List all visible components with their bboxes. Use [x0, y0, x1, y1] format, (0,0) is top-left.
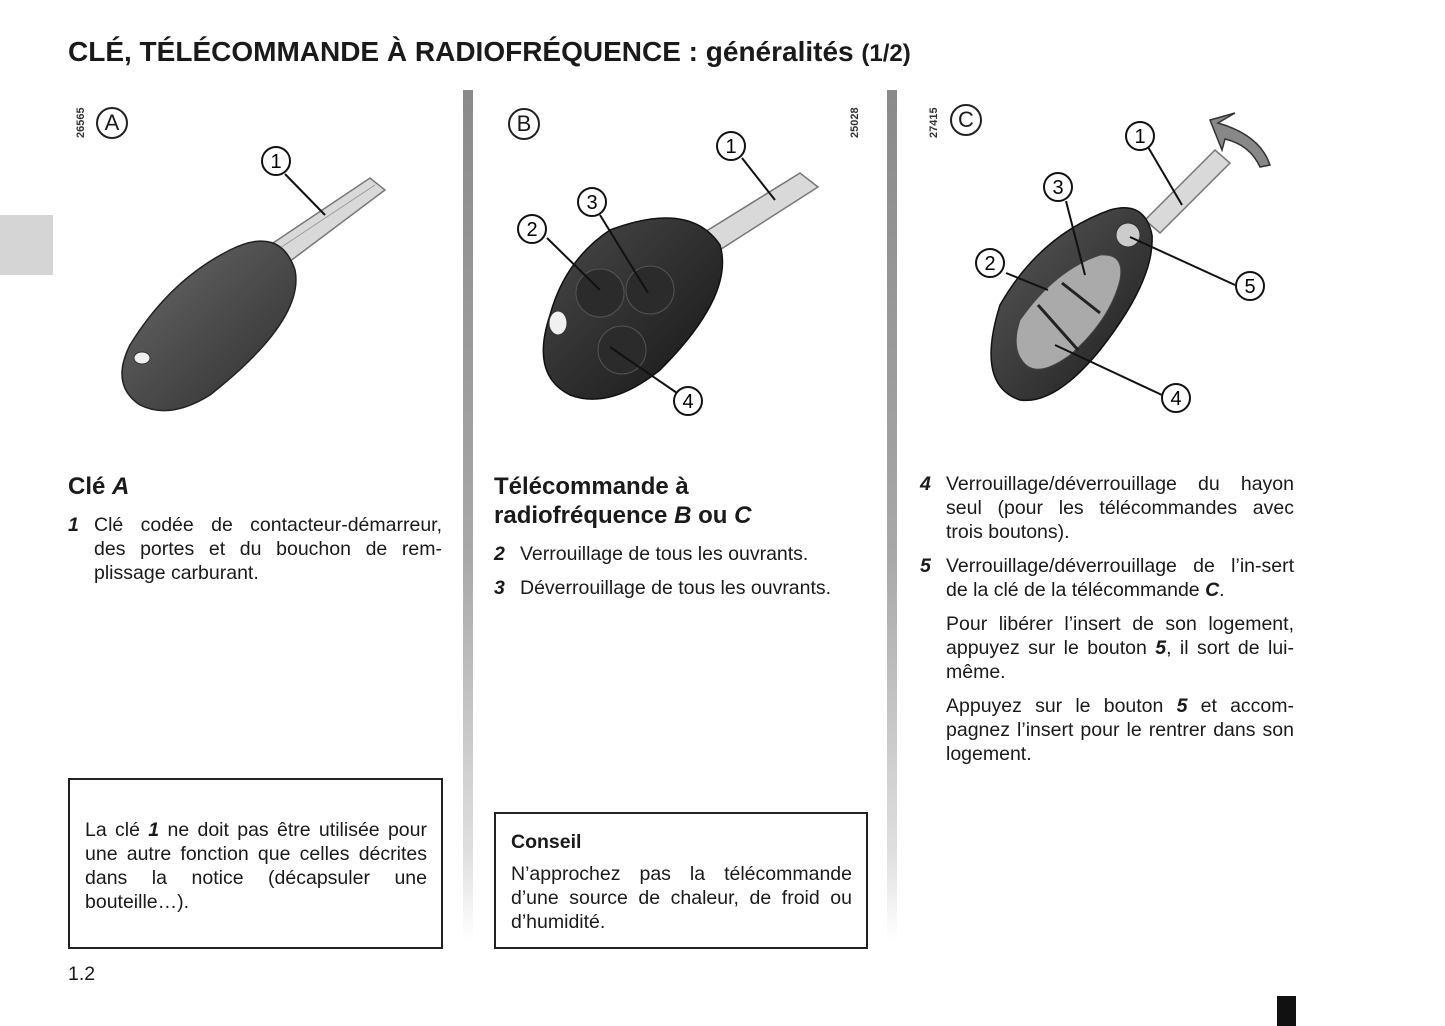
chapter-tab	[0, 215, 53, 275]
advice-box	[494, 812, 868, 949]
list-item	[68, 513, 442, 585]
heading-or: ou	[698, 502, 728, 529]
item-text: Déverrouillage de tous les ouvrants.	[520, 577, 832, 599]
advice-text: N’approchez pas la télécommande d’une source de chaleur, de froid ou d’humidité.	[511, 863, 852, 933]
heading-text: Clé	[68, 473, 106, 500]
heading-line-2: radiofréquence	[494, 502, 668, 529]
heading-line-1: Télécommande à	[494, 473, 689, 500]
figure-b-code: 25028	[849, 107, 861, 138]
page-title-main: CLÉ, TÉLÉCOMMANDE À RADIOFRÉQUENCE : généralités	[68, 36, 854, 67]
para-text-end: , il sort de lui-même.	[946, 637, 1294, 683]
item-number: 4	[920, 473, 931, 495]
para-text: Appuyez sur le bouton	[946, 695, 1164, 717]
key-blade	[270, 178, 385, 265]
button-number: 5	[1176, 695, 1188, 717]
button-number: 5	[1155, 637, 1167, 659]
figure-c-flip-key-illustration	[960, 105, 1290, 425]
paragraph-release-insert	[920, 612, 1294, 684]
list-item	[494, 576, 868, 600]
warning-box	[68, 778, 443, 949]
item-letter: C	[1205, 579, 1220, 601]
list-item	[494, 542, 868, 566]
column-divider-right	[887, 90, 897, 940]
column-key-a	[68, 472, 442, 595]
item-number: 3	[494, 577, 505, 599]
item-text: Clé codée de contacteur-démarreur, des portes et du bouchon de rem-plissage carburant.	[94, 514, 442, 584]
heading-letter-b: B	[674, 502, 692, 529]
callout-1-label: 1	[270, 151, 282, 173]
para-text: Pour libérer l’insert de son logement, appuyez sur le bouton	[946, 613, 1294, 659]
list-item	[920, 554, 1294, 602]
callout-2-label: 2	[526, 219, 538, 241]
callout-1-label: 1	[725, 136, 737, 158]
paragraph-store-insert	[920, 694, 1294, 766]
callout-3-label: 3	[1052, 177, 1064, 199]
key-head	[122, 241, 296, 411]
column-remote-details	[920, 472, 1294, 776]
item-end: .	[1219, 579, 1225, 601]
figure-c-code: 27415	[928, 107, 940, 138]
column-divider-left	[463, 90, 473, 940]
flip-body	[991, 208, 1152, 401]
figure-b-remote-illustration	[500, 125, 860, 425]
figure-a-letter: A	[96, 107, 128, 139]
item-text: Verrouillage de tous les ouvrants.	[520, 543, 809, 565]
section-heading-key-a	[68, 472, 442, 501]
heading-letter: A	[112, 473, 130, 500]
page-title-part: (1/2)	[861, 40, 911, 67]
item-number: 2	[494, 543, 505, 565]
figure-c-letter: C	[950, 104, 982, 136]
list-item	[920, 472, 1294, 544]
column-remote-b-c	[494, 472, 868, 610]
page-number: 1.2	[68, 963, 96, 985]
page-corner-marker	[1277, 996, 1296, 1026]
figure-a-code: 26565	[75, 107, 87, 138]
warning-key-number: 1	[148, 819, 160, 841]
warning-text-1: La clé	[85, 819, 140, 841]
callout-1-label: 1	[1134, 126, 1146, 148]
callout-4-label: 4	[1170, 388, 1182, 410]
callout-5-label: 5	[1244, 276, 1256, 298]
page-title	[68, 36, 911, 68]
figure-a-key-illustration	[100, 130, 410, 430]
advice-title: Conseil	[511, 831, 582, 853]
callout-4-label: 4	[682, 391, 694, 413]
section-heading-remote	[494, 472, 868, 530]
callout-3-label: 3	[586, 192, 598, 214]
figure-b-letter: B	[508, 108, 540, 140]
warning-text-2: ne doit pas être utilisée pour une autre fonction que celles décrites dans la notice (décapsuler une bouteille…).	[85, 819, 427, 913]
item-text: Verrouillage/déverrouillage du hayon seul (pour les télécommandes avec trois boutons).	[946, 473, 1294, 543]
item-text: Verrouillage/déverrouillage de l’in-sert de la clé de la télécommande	[946, 555, 1294, 601]
para-text-end: et accom-pagnez l’insert pour le rentrer dans son logement.	[946, 695, 1295, 765]
callout-2-label: 2	[984, 253, 996, 275]
remote-body	[543, 218, 722, 399]
item-number: 1	[68, 514, 79, 536]
heading-letter-c: C	[734, 502, 752, 529]
item-number: 5	[920, 555, 931, 577]
